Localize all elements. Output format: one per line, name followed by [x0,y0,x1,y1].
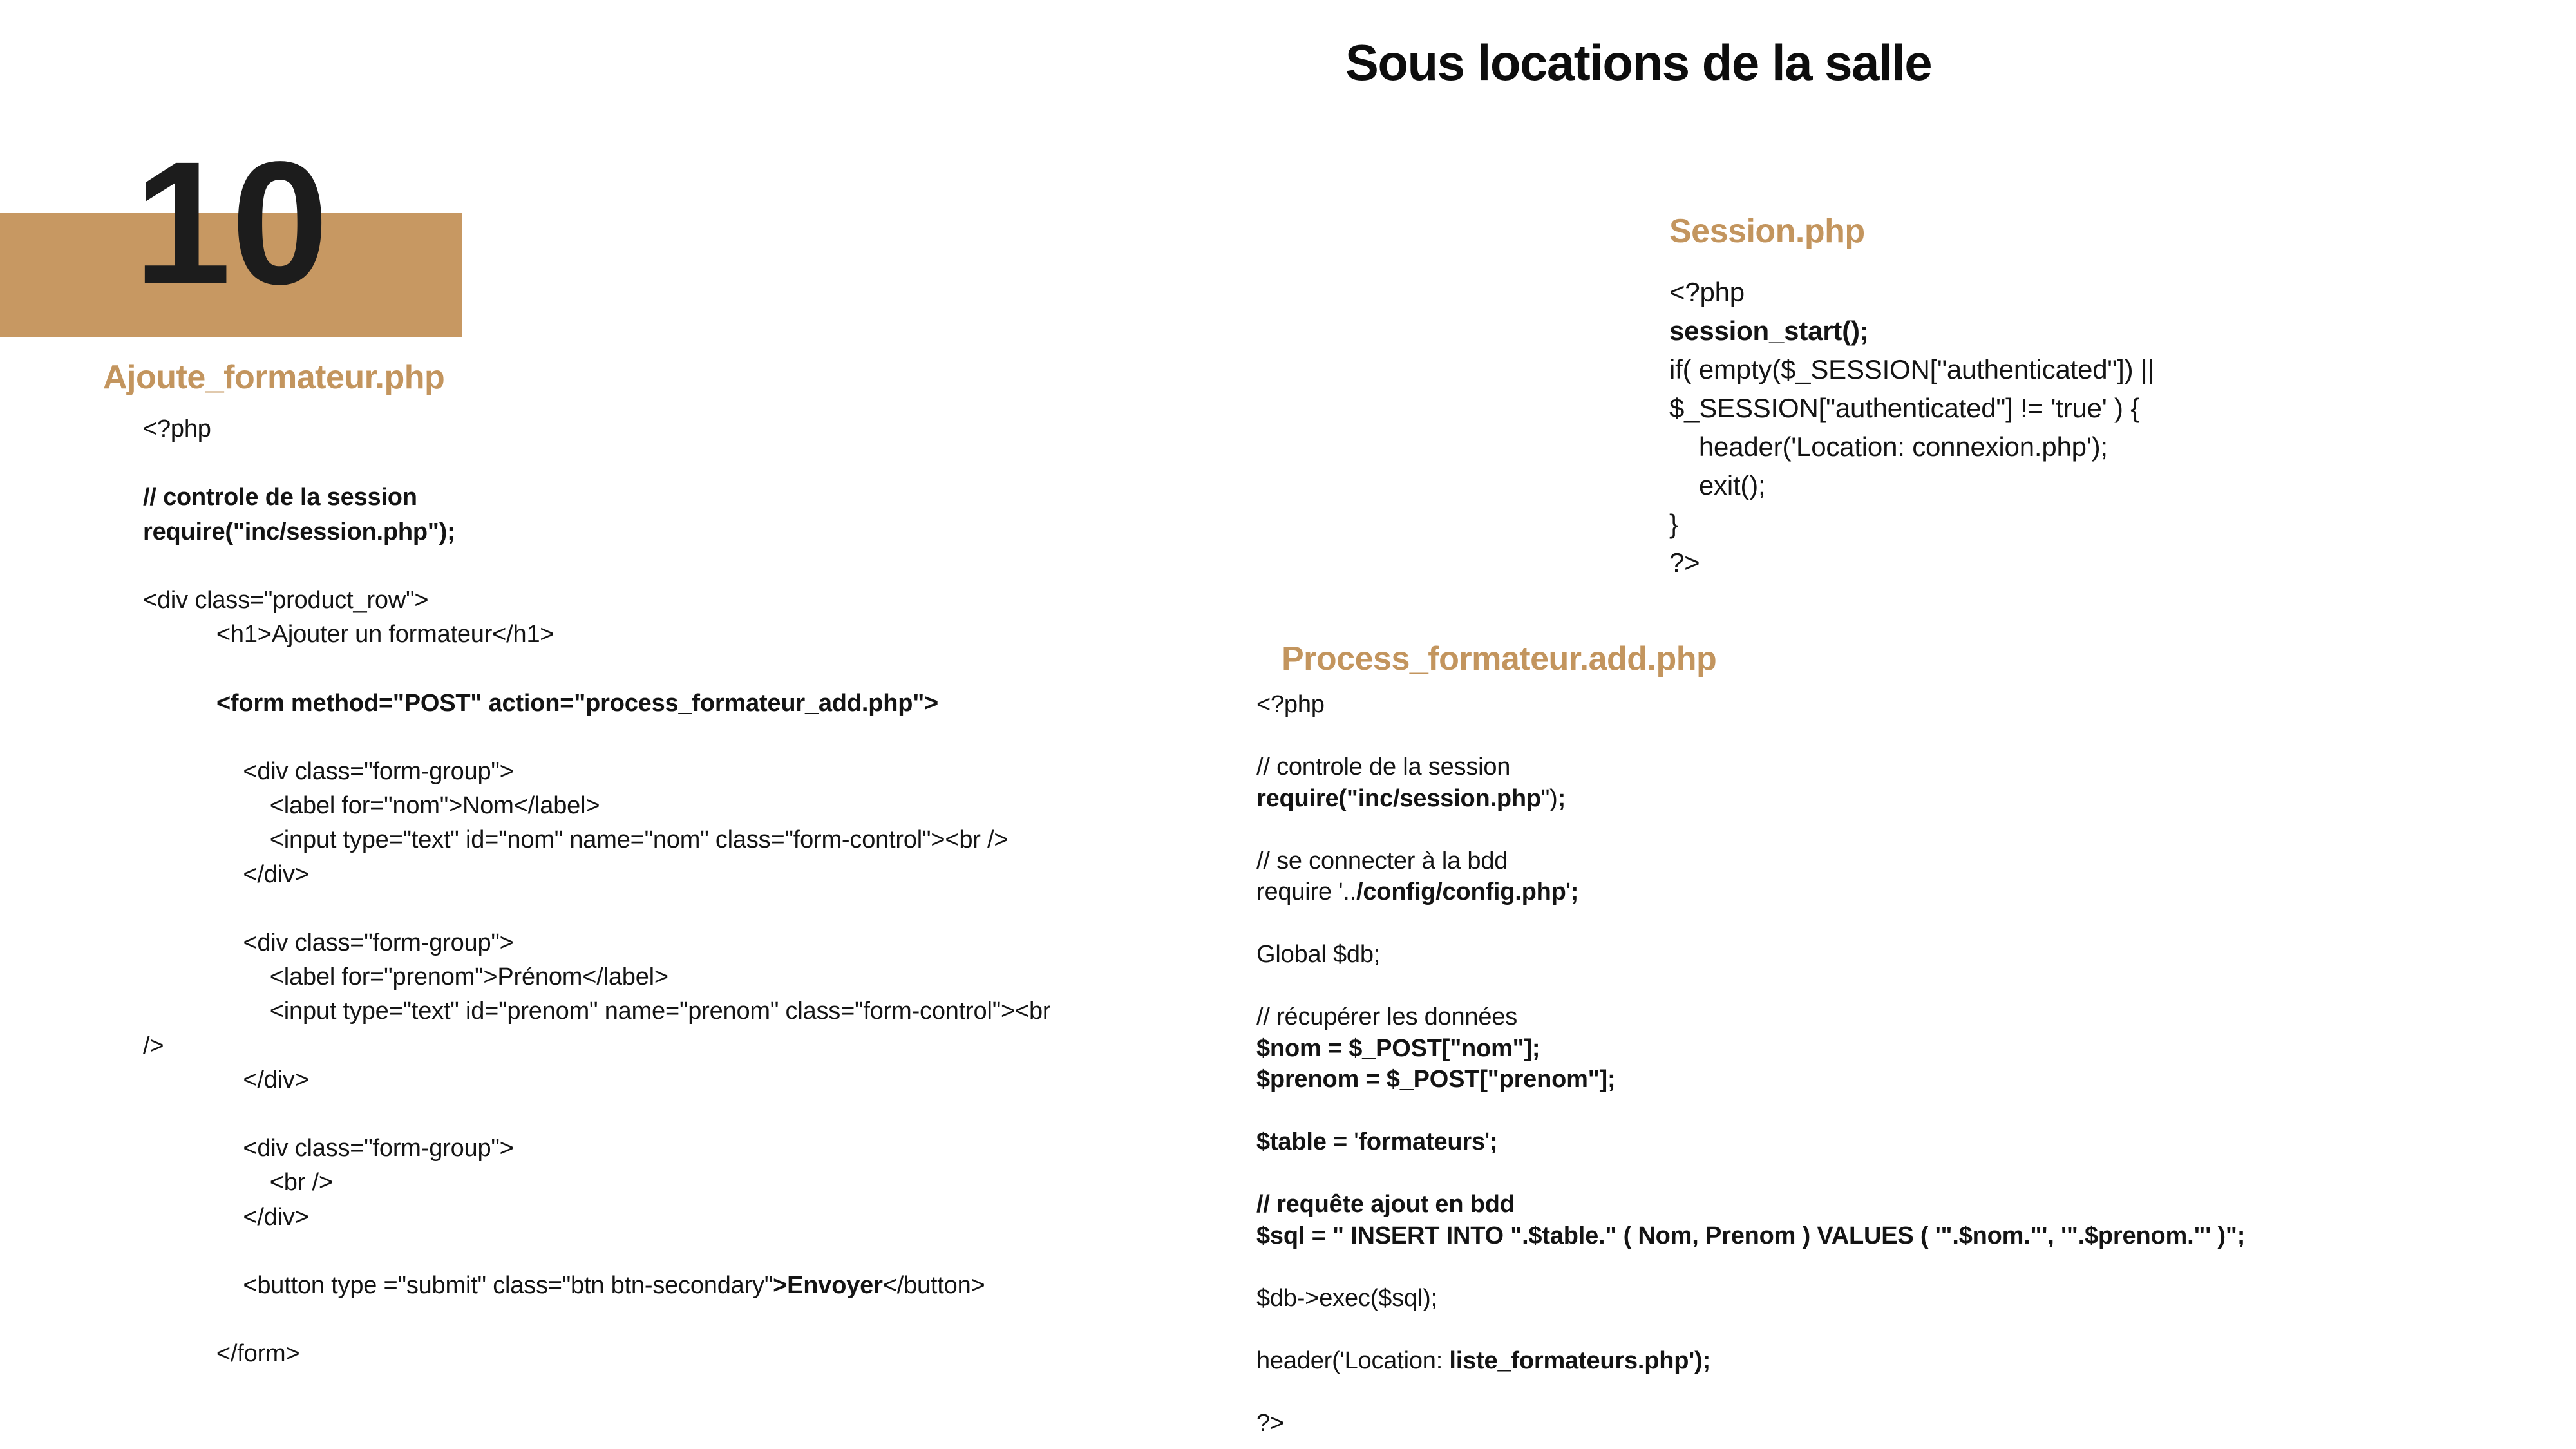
code-line [143,1337,1050,1371]
code-line [1256,1189,2245,1220]
code-block-session [1669,273,2154,582]
code-segment: ' [1354,1128,1359,1155]
code-segment-bold: session_start(); [1669,316,1869,346]
code-segment-bold: require("inc/session.php [1256,784,1541,812]
code-segment-bold: $sql = " INSERT INTO ".$table." ( Nom, Prenom ) VALUES ( '".$nom."', '".$prenom."' )"; [1256,1222,2246,1249]
code-segment-bold: $table = [1256,1128,1354,1155]
code-block-ajoute-formateur [143,412,1050,1372]
code-line [143,789,1050,823]
code-line [1669,505,2154,544]
code-segment: Global $db; [1256,941,1381,968]
code-line [1256,1251,2245,1283]
code-segment: <?php [143,415,211,442]
code-line [143,1132,1050,1166]
code-line [143,1269,1050,1303]
section-heading-session: Session.php [1669,213,1865,250]
code-line [1256,876,2245,908]
code-segment: <div class="form-group"> [143,758,514,786]
section-heading-process: Process_formateur.add.php [1282,640,1717,677]
code-line [1256,783,2245,815]
code-line [1256,1095,2245,1127]
code-segment-bold: ; [1570,878,1579,905]
code-segment-bold: $prenom = $_POST["prenom"]; [1256,1066,1616,1093]
code-segment: <label for="nom">Nom</label> [143,792,600,820]
code-line [143,549,1050,583]
code-line [1256,1126,2245,1158]
code-line [1256,752,2245,783]
code-segment: </div> [143,860,309,888]
code-segment: header('Location: [1256,1347,1450,1374]
code-segment: ?> [1669,547,1700,578]
code-line [143,480,1050,515]
code-line [143,960,1050,994]
code-line [143,515,1050,549]
code-segment: /> [143,1032,164,1059]
code-line [143,1029,1050,1063]
code-line [143,583,1050,618]
code-line [143,892,1050,926]
code-segment-bold: // requête ajout en bdd [1256,1191,1515,1218]
code-line [1256,1001,2245,1033]
code-line [1669,350,2154,389]
code-segment: <h1>Ajouter un formateur</h1> [143,621,554,649]
code-line [1256,1314,2245,1345]
code-segment-bold: ; [1489,1128,1498,1155]
code-line [143,1063,1050,1097]
code-segment: $db->exec($sql); [1256,1284,1437,1312]
code-line [1669,389,2154,428]
code-segment: ") [1540,784,1558,812]
code-segment: <label for="prenom">Prénom</label> [143,963,668,991]
code-segment-bold: ; [1557,784,1566,812]
code-line [1256,1033,2245,1065]
code-line [143,858,1050,892]
code-segment-bold: /config/config.php [1356,878,1566,905]
code-segment: <input type="text" id="nom" name="nom" class="form-control"><br /> [143,826,1009,854]
code-line [1256,971,2245,1002]
code-segment: </div> [143,1203,309,1231]
slide-title: Sous locations de la salle [1345,34,1932,91]
code-line [1256,689,2245,721]
code-segment: // se connecter à la bdd [1256,847,1508,875]
code-segment: header('Location: connexion.php'); [1669,431,2108,462]
code-line [1256,1283,2245,1314]
code-line [143,1235,1050,1269]
code-segment-bold: $nom = $_POST["nom"]; [1256,1034,1540,1062]
code-segment: ?> [1256,1409,1284,1437]
code-line [1669,428,2154,466]
code-segment: if( empty($_SESSION["authenticated"]) || [1669,354,2155,384]
code-line [1256,1376,2245,1408]
code-segment [143,690,216,717]
code-line [1256,721,2245,752]
code-segment-bold: // controle de la session [143,484,417,511]
code-line [1256,1158,2245,1189]
code-line [143,1097,1050,1132]
code-line [1256,1345,2245,1377]
code-segment: </div> [143,1066,309,1094]
code-line [143,687,1050,721]
code-segment-bold: require("inc/session.php"); [143,518,455,545]
code-segment: </form> [143,1340,300,1368]
code-segment: <button type ="submit" class="btn btn-secondary" [143,1272,773,1300]
code-line [143,1200,1050,1235]
code-line [1256,908,2245,940]
code-block-process-formateur-add [1256,689,2245,1439]
code-segment: ' [1484,1128,1490,1155]
code-line [143,1303,1050,1337]
code-segment-bold: <form method="POST" action="process_formateur_add.php"> [216,689,939,717]
code-segment: </button> [882,1272,985,1300]
code-line [143,446,1050,480]
code-segment: $_SESSION["authenticated"] != 'true' ) { [1669,393,2140,423]
code-line [1256,1220,2245,1252]
code-segment: <div class="form-group"> [143,929,514,957]
code-segment-bold: >Envoyer [773,1272,883,1300]
code-line [1256,1064,2245,1095]
code-line [143,994,1050,1028]
code-line [1256,1408,2245,1439]
code-line [143,618,1050,652]
code-line [1256,814,2245,846]
code-segment: // récupérer les données [1256,1003,1517,1030]
code-line [1669,312,2154,350]
chapter-number: 10 [133,125,329,321]
code-segment-bold: liste_formateurs.php'); [1449,1347,1711,1374]
code-segment: ' [1566,878,1571,905]
code-segment: <br /> [143,1169,333,1197]
code-line [143,926,1050,960]
code-line [143,721,1050,755]
code-segment: require '.. [1256,878,1357,905]
code-line [1669,544,2154,582]
code-segment: exit(); [1669,470,1766,500]
code-line [1669,273,2154,312]
code-segment-bold: formateurs [1358,1128,1485,1155]
code-segment: <?php [1256,691,1325,718]
code-segment: <input type="text" id="prenom" name="prenom" class="form-control"><br [143,998,1051,1025]
code-segment: <?php [1669,277,1745,307]
code-line [143,755,1050,789]
code-segment: // controle de la session [1256,753,1511,781]
code-line [1256,939,2245,971]
code-line [143,652,1050,686]
section-heading-ajoute-formateur: Ajoute_formateur.php [103,359,445,396]
code-line [143,1166,1050,1200]
code-segment: } [1669,509,1678,539]
code-line [1256,846,2245,877]
code-line [143,412,1050,446]
code-line [143,823,1050,857]
code-segment: <div class="form-group"> [143,1135,514,1162]
code-line [1669,466,2154,505]
code-segment: <div class="product_row"> [143,587,429,614]
